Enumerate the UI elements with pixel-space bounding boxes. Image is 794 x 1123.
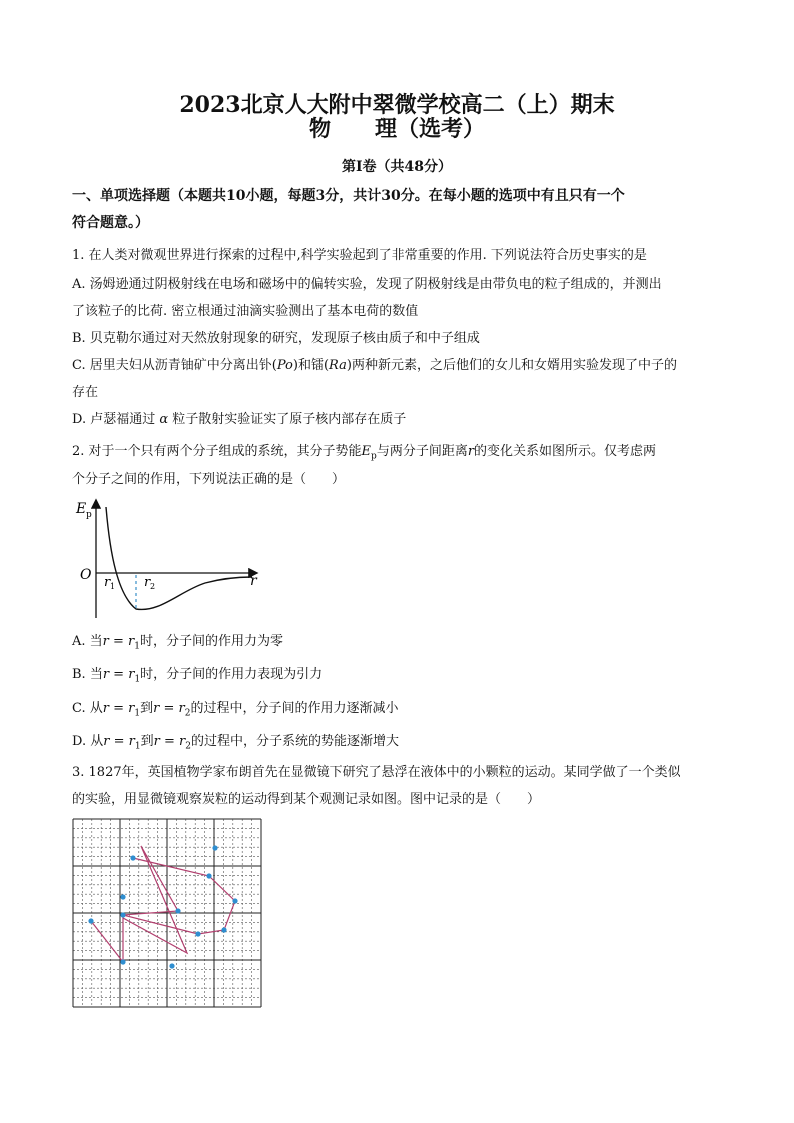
position-point	[206, 873, 211, 878]
position-point	[120, 912, 125, 917]
section-heading-line1: 一、单项选择题（本题共10小题，每题3分，共计30分。在每小题的选项中有且只有一个	[72, 188, 625, 204]
subject-title: 物 理（选考）	[308, 116, 485, 142]
q2-stem-line2: 个分子之间的作用，下列说法正确的是（ ）	[72, 472, 346, 487]
q2-option-a: A. 当$r = r_1$时，分子间的作用力为零	[72, 634, 284, 652]
potential-curve	[106, 507, 252, 609]
position-point	[88, 918, 93, 923]
r2-label-sub: 2	[150, 582, 156, 591]
position-point	[195, 931, 200, 936]
position-point	[130, 855, 135, 860]
position-point	[175, 908, 180, 913]
position-point	[212, 845, 217, 850]
x-axis-label: r	[250, 573, 257, 589]
q3-stem-line2: 的实验，用显微镜观察炭粒的运动得到某个观测记录如图。图中记录的是（ ）	[72, 792, 541, 807]
q1-stem: 1. 在人类对微观世界进行探索的过程中,科学实验起到了非常重要的作用. 下列说法符合历史事实的是	[72, 248, 647, 263]
q2-option-c: C. 从$r = r_1$到$r = r_2$的过程中，分子间的作用力逐渐减小	[72, 701, 399, 719]
section-heading	[72, 183, 732, 237]
r1-label-sub: 1	[110, 582, 116, 591]
particle-path	[91, 846, 235, 962]
position-point	[232, 898, 237, 903]
q1-option-a-line1: A. 汤姆逊通过阴极射线在电场和磁场中的偏转实验，发现了阴极射线是由带负电的粒子组成的，并测出	[72, 277, 662, 292]
origin-label: O	[80, 567, 92, 583]
position-point	[120, 959, 125, 964]
q2-stem: 2. 对于一个只有两个分子组成的系统，其分子势能$E_p$与两分子间距离r的变化关系如图所示。仅考虑两	[72, 444, 657, 462]
q1-option-c-line2: 存在	[72, 385, 99, 400]
exam-title: 2023北京人大附中翠微学校高二（上）期末	[179, 92, 615, 118]
section-heading-line2: 符合题意。）	[72, 215, 149, 231]
r2-label: r	[144, 575, 151, 590]
r1-label: r	[104, 575, 111, 590]
q1-option-a-line2: 了该粒子的比荷. 密立根通过油滴实验测出了基本电荷的数值	[72, 304, 419, 319]
q2-option-d: D. 从$r = r_1$到$r = r_2$的过程中，分子系统的势能逐渐增大	[72, 734, 399, 752]
q1-option-d: D. 卢瑟福通过 α 粒子散射实验证实了原子核内部存在质子	[72, 412, 407, 427]
q1-option-c: C. 居里夫妇从沥青铀矿中分离出钋(Po)和镭(Ra)两种新元素，之后他们的女儿和女婿用实验发现了中子的	[72, 358, 677, 373]
potential-energy-graph	[70, 495, 270, 625]
y-axis-label: E	[76, 501, 87, 517]
q2-option-b: B. 当$r = r_1$时，分子间的作用力表现为引力	[72, 667, 323, 685]
q1-option-b: B. 贝克勒尔通过对天然放射现象的研究，发现原子核由质子和中子组成	[72, 331, 480, 346]
brownian-motion-record	[72, 818, 262, 1008]
y-axis-label-sub: p	[86, 510, 92, 520]
q3-stem-line1: 3. 1827年，英国植物学家布朗首先在显微镜下研究了悬浮在液体中的小颗粒的运动。某同学做了一个类似	[72, 765, 681, 780]
position-point	[169, 963, 174, 968]
position-point	[221, 927, 226, 932]
volume-title: 第I卷（共48分）	[341, 159, 453, 175]
position-point	[120, 894, 125, 899]
